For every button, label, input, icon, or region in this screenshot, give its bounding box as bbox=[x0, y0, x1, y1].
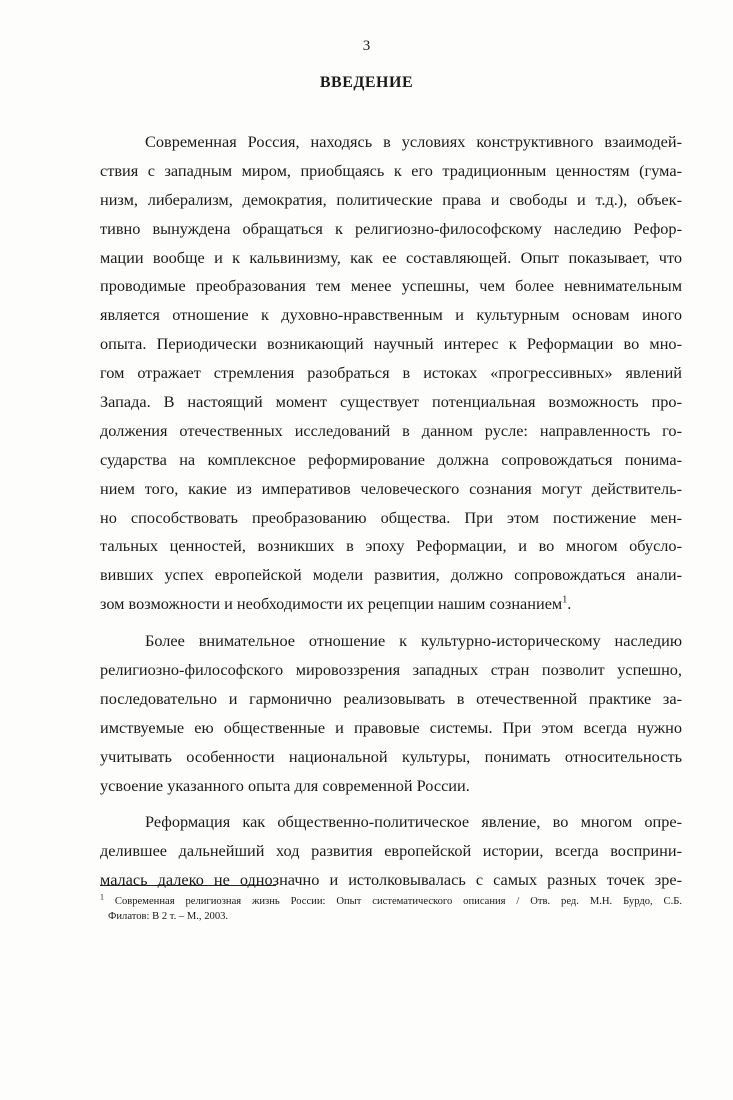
line-text: низм, либерализм, демократия, политические права и свободы и т.д.), объек- bbox=[100, 189, 682, 209]
footnote bbox=[100, 894, 682, 924]
line-text: Более внимательное отношение к культурно-историческому наследию bbox=[145, 631, 682, 651]
body-text bbox=[100, 128, 682, 895]
line-text: опыта. Периодически возникающий научный интерес к Реформации во мно- bbox=[100, 334, 682, 354]
footnote-reference: 1 bbox=[562, 594, 568, 606]
line-text: но способствовать преобразованию общества. При этом постижение мен- bbox=[100, 507, 682, 527]
line-text: тивно вынуждена обращаться к религиозно-философскому наследию Рефор- bbox=[100, 218, 682, 238]
paragraph-line bbox=[100, 561, 682, 590]
line-text: ствия с западным миром, приобщаясь к его традиционным ценностям (гума- bbox=[100, 160, 682, 180]
paragraph-line bbox=[100, 301, 682, 330]
paragraph-line bbox=[100, 417, 682, 446]
paragraph-line bbox=[100, 186, 682, 215]
line-text: малась далеко не однозначно и истолковывалась с самых разных точек зре- bbox=[100, 870, 682, 890]
paragraph-line bbox=[100, 743, 682, 772]
footnote-line: Филатов: В 2 т. – М., 2003. bbox=[108, 911, 229, 922]
paragraph-line: зом возможности и необходимости их рецепции нашим сознанием$^1$. bbox=[100, 594, 572, 614]
line-text: религиозно-философского мировоззрения западных стран позволит успешно, bbox=[100, 660, 682, 680]
line-text: Запада. В настоящий момент существует потенциальная возможность про- bbox=[100, 392, 682, 412]
paragraph-line bbox=[100, 504, 682, 533]
footnote-line bbox=[100, 894, 682, 909]
paragraph-line bbox=[100, 837, 682, 866]
line-text: тальных ценностей, возникших в эпоху Реформации, и во многом обусло- bbox=[100, 536, 682, 556]
paragraph-line bbox=[100, 244, 682, 273]
line-text: учитывать особенности национальной культуры, понимать относительность bbox=[100, 746, 682, 766]
line-text: является отношение к духовно-нравственным и культурным основам иного bbox=[100, 305, 682, 325]
line-text: делившее дальнейший ход развития европейской истории, всегда восприни- bbox=[100, 841, 682, 861]
paragraph-line bbox=[100, 272, 682, 301]
line-text: зом возможности и необходимости их рецепции нашим сознанием bbox=[100, 594, 563, 614]
paragraph-line bbox=[100, 446, 682, 475]
line-text: гом отражает стремления разобраться в истоках «прогрессивных» явлений bbox=[100, 363, 682, 383]
line-text: вивших успех европейской модели развития, должно сопровождаться анали- bbox=[100, 565, 682, 585]
paragraph-line bbox=[100, 388, 682, 417]
line-text: Реформация как общественно-политическое явление, во многом опре- bbox=[145, 812, 682, 832]
paragraph-line bbox=[100, 656, 682, 685]
paragraph-line bbox=[100, 330, 682, 359]
line-text: Современная Россия, находясь в условиях конструктивного взаимодей- bbox=[145, 132, 682, 151]
page-title: ВВЕДЕНИЕ bbox=[319, 74, 414, 91]
line-text: проводимые преобразования тем менее успешны, чем более невнимательным bbox=[100, 276, 682, 296]
line-text: усвоение указанного опыта для современной России. bbox=[100, 775, 470, 795]
footnote-mark: 1 bbox=[100, 892, 104, 902]
paragraph-line bbox=[100, 532, 682, 561]
paragraph-line bbox=[100, 714, 682, 743]
page-number: 3 bbox=[362, 38, 371, 54]
line-text: имствуемые ею общественные и правовые системы. При этом всегда нужно bbox=[100, 717, 682, 737]
line-text: мации вообще и к кальвинизму, как ее составляющей. Опыт показывает, что bbox=[100, 247, 682, 267]
paragraph-line bbox=[100, 772, 682, 801]
paragraph-line bbox=[100, 627, 682, 656]
paragraph-line bbox=[100, 685, 682, 714]
footnote-divider bbox=[100, 885, 276, 886]
line-text: сударства на комплексное реформирование должна сопровождаться понима- bbox=[100, 449, 682, 469]
paragraph-line bbox=[100, 866, 682, 895]
line-text: должения отечественных исследований в данном русле: направленность го- bbox=[100, 420, 682, 440]
paragraph-line bbox=[100, 157, 682, 186]
paragraph-line bbox=[100, 475, 682, 504]
paragraph-line bbox=[100, 359, 682, 388]
paragraph-line bbox=[100, 808, 682, 837]
paragraph-line bbox=[100, 215, 682, 244]
paragraph-line bbox=[100, 128, 682, 157]
line-text: последовательно и гармонично реализовывать в отечественной практике за- bbox=[100, 688, 682, 708]
footnote-text-1: Современная религиозная жизнь России: Опыт систематического описания / Отв. ред. М.Н. Бурдо, С.Б. bbox=[114, 896, 683, 907]
line-text: нием того, какие из императивов человеческого сознания могут действитель- bbox=[100, 478, 682, 498]
